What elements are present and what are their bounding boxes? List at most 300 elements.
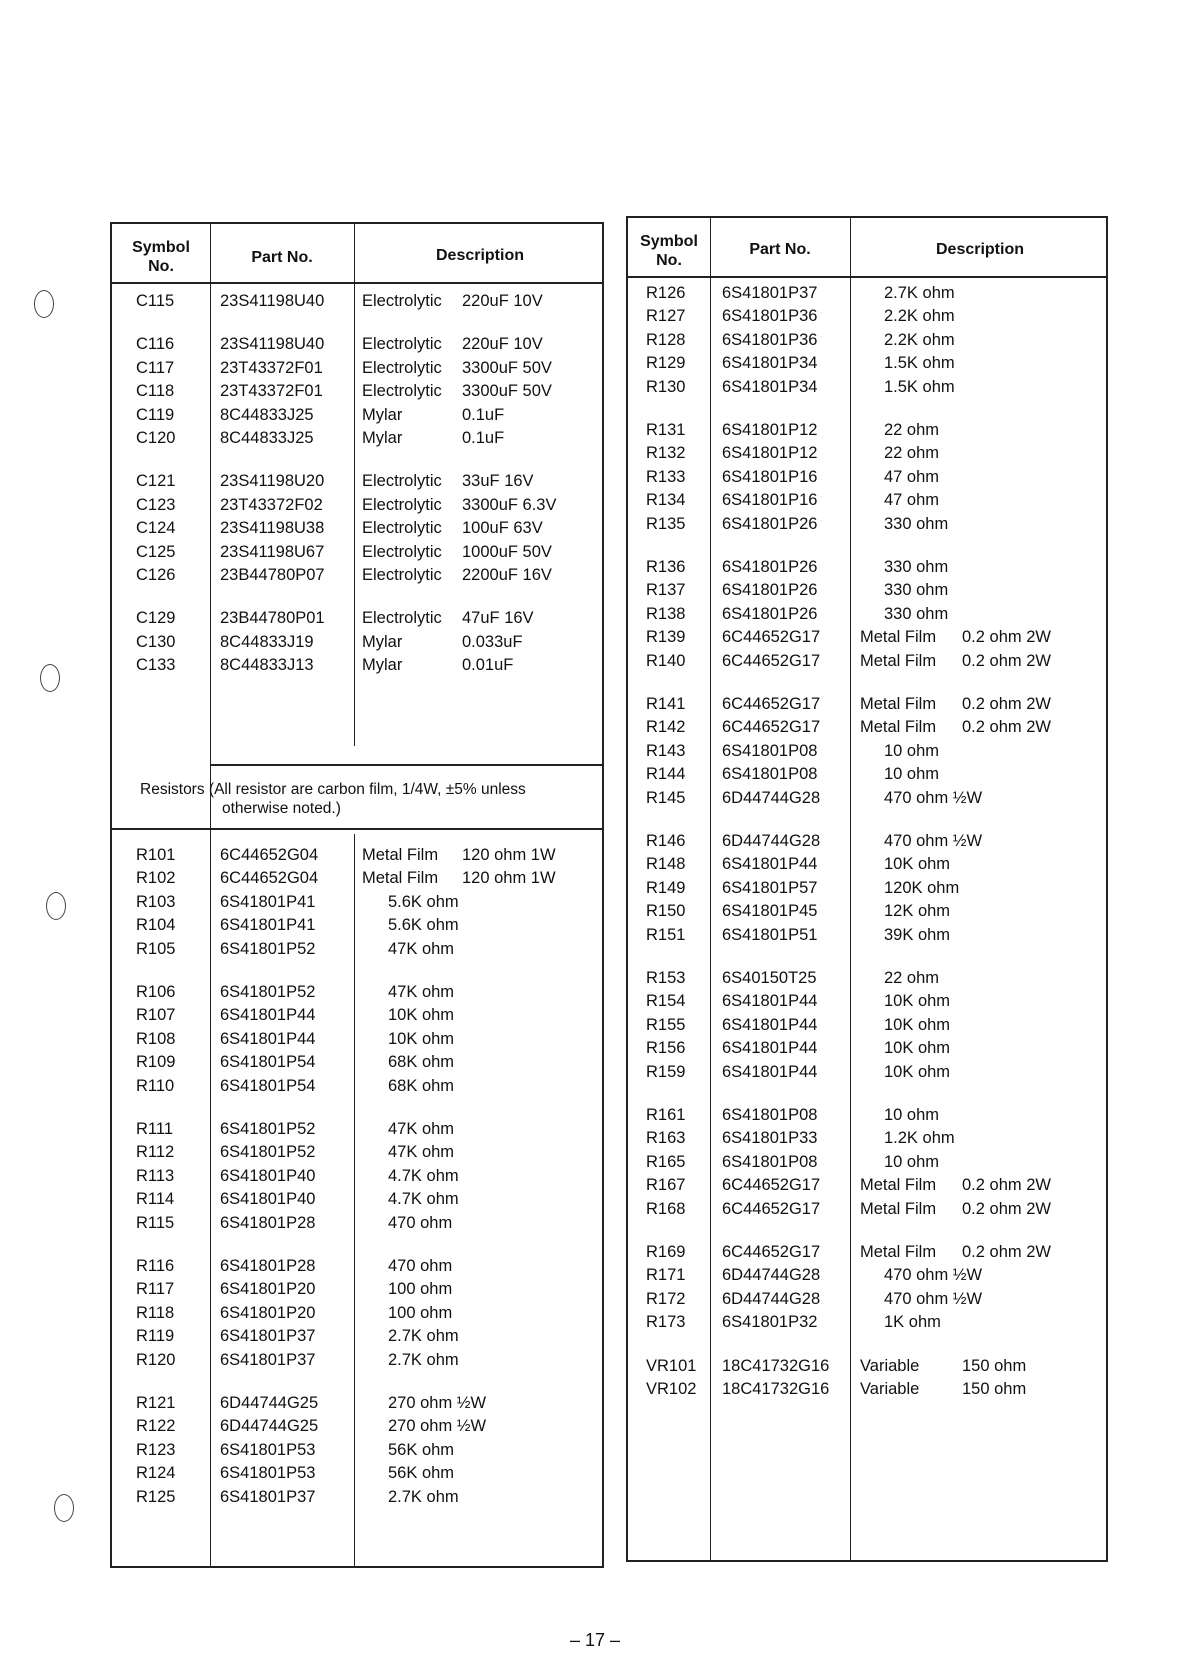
table-row (112, 1278, 602, 1300)
value-cell: 470 ohm ½W (884, 788, 983, 807)
part-no-cell: 23S41198U40 (220, 292, 325, 310)
part-no-cell: 6S41801P41 (220, 892, 316, 911)
table-row (628, 1241, 1106, 1263)
symbol-cell: R113 (136, 1166, 175, 1185)
symbol-cell: R106 (136, 983, 176, 1001)
table-row (628, 740, 1106, 762)
part-no-cell: 6S41801P44 (220, 1029, 316, 1048)
value-cell: 470 ohm ½W (884, 832, 983, 850)
symbol-cell: R143 (646, 741, 686, 760)
symbol-cell: C119 (136, 405, 175, 424)
table-row (112, 1075, 602, 1097)
table-row (112, 333, 602, 355)
value-cell: 0.2 ohm 2W (962, 628, 1051, 647)
part-no-cell: 23S41198U67 (220, 542, 325, 561)
part-no-cell: 6D44744G25 (220, 1417, 319, 1436)
part-no-cell: 6S41801P20 (220, 1280, 316, 1299)
part-no-cell: 6C44652G17 (722, 628, 821, 647)
part-no-cell: 6S41801P51 (722, 925, 818, 944)
symbol-cell: R121 (136, 1394, 176, 1412)
symbol-cell: R122 (136, 1417, 176, 1436)
value-cell: 2.2K ohm (884, 307, 955, 326)
value-cell: 120 ohm 1W (462, 869, 556, 888)
symbol-cell: R111 (136, 1120, 173, 1138)
value-cell: 0.033uF (462, 632, 523, 651)
part-no-cell: 6S41801P57 (722, 878, 818, 897)
value-cell: 0.2 ohm 2W (962, 695, 1051, 713)
symbol-cell: R142 (646, 718, 686, 737)
part-no-cell: 6C44652G17 (722, 695, 821, 713)
symbol-cell: R168 (646, 1199, 686, 1218)
symbol-cell: R129 (646, 354, 686, 373)
table-row (628, 1378, 1106, 1400)
type-cell: Electrolytic (362, 542, 442, 561)
part-no-cell: 6S41801P33 (722, 1129, 818, 1148)
value-cell: 10K ohm (884, 992, 951, 1011)
part-no-cell: 6S41801P28 (220, 1213, 316, 1232)
symbol-cell: VR102 (646, 1380, 697, 1398)
symbol-cell: R169 (646, 1243, 686, 1261)
part-no-cell: 6S41801P20 (220, 1303, 316, 1322)
type-cell: Electrolytic (362, 609, 442, 628)
table-row (112, 867, 602, 889)
table-row (628, 1127, 1106, 1149)
part-no-cell: 6S41801P26 (722, 558, 818, 576)
value-cell: 47K ohm (388, 1120, 455, 1138)
part-no-cell: 23B44780P01 (220, 609, 325, 628)
value-cell: 10K ohm (388, 1006, 455, 1025)
value-cell: 4.7K ohm (388, 1190, 459, 1209)
table-row (628, 1198, 1106, 1220)
value-cell: 0.2 ohm 2W (962, 1199, 1051, 1218)
part-no-cell: 6S41801P37 (220, 1350, 316, 1369)
type-cell: Mylar (362, 429, 403, 447)
table-row (112, 654, 602, 676)
symbol-cell: R153 (646, 969, 686, 987)
value-cell: 10K ohm (884, 1039, 951, 1058)
part-no-cell: 18C41732G16 (722, 1380, 830, 1398)
header-part-no: Part No. (251, 249, 313, 266)
value-cell: 12K ohm (884, 902, 951, 921)
symbol-cell: R165 (646, 1152, 686, 1171)
type-cell: Variable (860, 1356, 920, 1375)
value-cell: 56K ohm (388, 1440, 455, 1459)
part-no-cell: 6S41801P40 (220, 1190, 316, 1209)
section-divider (112, 828, 602, 830)
table-row (628, 1014, 1106, 1036)
value-cell: 47uF 16V (462, 609, 534, 628)
symbol-cell: R124 (136, 1464, 176, 1483)
value-cell: 330 ohm (884, 581, 949, 600)
table-row (112, 1486, 602, 1508)
symbol-cell: R119 (136, 1327, 175, 1346)
part-no-cell: 6S41801P44 (722, 1015, 818, 1034)
value-cell: 2.7K ohm (388, 1350, 459, 1369)
table-row (628, 305, 1106, 327)
part-no-cell: 23B44780P07 (220, 566, 325, 584)
value-cell: 10K ohm (884, 1015, 951, 1034)
value-cell: 1.2K ohm (884, 1129, 955, 1148)
value-cell: 39K ohm (884, 925, 951, 944)
type-cell: Variable (860, 1380, 920, 1398)
value-cell: 330 ohm (884, 558, 949, 576)
type-cell: Mylar (362, 405, 403, 424)
value-cell: 3300uF 6.3V (462, 495, 557, 514)
type-cell: Electrolytic (362, 472, 442, 491)
table-row (628, 1264, 1106, 1286)
part-no-cell: 6C44652G04 (220, 846, 319, 864)
binder-hole (40, 664, 60, 692)
symbol-cell: C116 (136, 335, 175, 354)
value-cell: 330 ohm (884, 514, 949, 533)
value-cell: 3300uF 50V (462, 382, 552, 401)
symbol-cell: R118 (136, 1303, 175, 1322)
part-no-cell: 6S41801P44 (722, 992, 818, 1011)
symbol-cell: R149 (646, 878, 686, 897)
table-row (628, 763, 1106, 785)
value-cell: 10 ohm (884, 741, 940, 760)
table-row (628, 877, 1106, 899)
value-cell: 47K ohm (388, 1143, 455, 1162)
part-no-cell: 6S41801P36 (722, 307, 818, 326)
type-cell: Metal Film (860, 695, 937, 713)
symbol-cell: R136 (646, 558, 686, 576)
value-cell: 5.6K ohm (388, 916, 459, 935)
part-no-cell: 6S41801P53 (220, 1464, 316, 1483)
section-divider (210, 764, 602, 766)
table-row (628, 376, 1106, 398)
table-row (112, 891, 602, 913)
symbol-cell: R128 (646, 330, 686, 349)
part-no-cell: 23T43372F01 (220, 358, 323, 377)
part-no-cell: 6C44652G17 (722, 718, 821, 737)
part-no-cell: 6S41801P08 (722, 741, 818, 760)
part-no-cell: 6S41801P12 (722, 421, 818, 439)
symbol-cell: C117 (136, 358, 175, 377)
symbol-cell: R155 (646, 1015, 686, 1034)
table-row (112, 290, 602, 312)
type-cell: Electrolytic (362, 358, 442, 377)
value-cell: 47K ohm (388, 983, 455, 1001)
table-row (628, 1311, 1106, 1333)
value-cell: 1.5K ohm (884, 354, 955, 373)
symbol-cell: R138 (646, 604, 686, 623)
part-no-cell: 6D44744G28 (722, 788, 821, 807)
binder-hole (54, 1494, 74, 1522)
value-cell: 270 ohm ½W (388, 1394, 487, 1412)
symbol-cell: R172 (646, 1289, 686, 1308)
part-no-cell: 6S41801P36 (722, 330, 818, 349)
part-no-cell: 8C44833J25 (220, 405, 314, 424)
value-cell: 470 ohm ½W (884, 1289, 983, 1308)
part-no-cell: 6S41801P26 (722, 581, 818, 600)
table-row (112, 470, 602, 492)
symbol-cell: R163 (646, 1129, 686, 1148)
symbol-cell: R114 (136, 1190, 175, 1209)
symbol-cell: R167 (646, 1176, 686, 1195)
table-row (112, 1051, 602, 1073)
part-no-cell: 6S41801P54 (220, 1053, 316, 1072)
symbol-cell: C115 (136, 292, 175, 310)
table-row (112, 564, 602, 586)
symbol-cell: R101 (136, 846, 176, 864)
part-no-cell: 6S41801P45 (722, 902, 818, 921)
table-row (112, 1415, 602, 1437)
symbol-cell: R116 (136, 1257, 175, 1275)
table-row (628, 626, 1106, 648)
part-no-cell: 6D44744G25 (220, 1394, 319, 1412)
value-cell: 0.1uF (462, 429, 505, 447)
table-row (628, 900, 1106, 922)
part-no-cell: 6S41801P54 (220, 1076, 316, 1095)
value-cell: 2.7K ohm (884, 284, 955, 302)
symbol-cell: C133 (136, 656, 176, 675)
symbol-cell: R115 (136, 1213, 175, 1232)
value-cell: 68K ohm (388, 1053, 455, 1072)
part-no-cell: 6D44744G28 (722, 1266, 821, 1285)
table-row (112, 631, 602, 653)
part-no-cell: 6S41801P52 (220, 983, 316, 1001)
type-cell: Electrolytic (362, 382, 442, 401)
part-no-cell: 6S41801P12 (722, 444, 818, 463)
table-row (628, 329, 1106, 351)
symbol-cell: R126 (646, 284, 686, 302)
table-row (112, 938, 602, 960)
table-row (112, 1188, 602, 1210)
table-row (112, 844, 602, 866)
part-no-cell: 8C44833J25 (220, 429, 314, 447)
part-no-cell: 6S41801P16 (722, 467, 818, 486)
value-cell: 1000uF 50V (462, 542, 552, 561)
part-no-cell: 6S41801P44 (722, 1062, 818, 1081)
symbol-cell: R125 (136, 1487, 176, 1506)
value-cell: 22 ohm (884, 969, 940, 987)
symbol-cell: C124 (136, 519, 176, 538)
table-row (112, 1165, 602, 1187)
header-divider (628, 276, 1106, 278)
type-cell: Electrolytic (362, 335, 442, 354)
value-cell: 10K ohm (388, 1029, 455, 1048)
table-row (628, 693, 1106, 715)
part-no-cell: 6C44652G17 (722, 1199, 821, 1218)
symbol-cell: R154 (646, 992, 686, 1011)
table-row (628, 967, 1106, 989)
part-no-cell: 6S41801P08 (722, 1106, 818, 1124)
part-no-cell: 6S41801P26 (722, 514, 818, 533)
table-row (628, 352, 1106, 374)
type-cell: Metal Film (362, 869, 439, 888)
value-cell: 330 ohm (884, 604, 949, 623)
symbol-cell: R110 (136, 1076, 175, 1095)
part-no-cell: 6S41801P37 (220, 1487, 316, 1506)
value-cell: 270 ohm ½W (388, 1417, 487, 1436)
part-no-cell: 6S41801P37 (722, 284, 818, 302)
value-cell: 10 ohm (884, 765, 940, 784)
part-no-cell: 23S41198U38 (220, 519, 325, 538)
header-divider (112, 282, 602, 284)
table-row (112, 1462, 602, 1484)
value-cell: 5.6K ohm (388, 892, 459, 911)
symbol-cell: R150 (646, 902, 686, 921)
value-cell: 47 ohm (884, 491, 940, 510)
symbol-cell: R104 (136, 916, 176, 935)
type-cell: Metal Film (860, 1199, 937, 1218)
value-cell: 470 ohm ½W (884, 1266, 983, 1285)
header-symbol: Symbol No. (132, 239, 190, 275)
symbol-cell: R102 (136, 869, 176, 888)
value-cell: 10 ohm (884, 1106, 940, 1124)
table-row (628, 924, 1106, 946)
table-row (628, 1288, 1106, 1310)
value-cell: 10K ohm (884, 855, 951, 874)
table-row (112, 1212, 602, 1234)
type-cell: Electrolytic (362, 292, 442, 310)
table-row (112, 1302, 602, 1324)
value-cell: 10 ohm (884, 1152, 940, 1171)
value-cell: 10K ohm (884, 1062, 951, 1081)
table-row (628, 579, 1106, 601)
symbol-cell: VR101 (646, 1356, 697, 1375)
value-cell: 3300uF 50V (462, 358, 552, 377)
resistor-note (140, 780, 526, 818)
value-cell: 2.2K ohm (884, 330, 955, 349)
value-cell: 120K ohm (884, 878, 960, 897)
value-cell: 0.01uF (462, 656, 514, 675)
table-row (112, 1392, 602, 1414)
table-row (628, 1151, 1106, 1173)
symbol-cell: R130 (646, 377, 686, 396)
symbol-cell: R123 (136, 1440, 176, 1459)
symbol-cell: R151 (646, 925, 686, 944)
part-no-cell: 6S41801P52 (220, 1143, 316, 1162)
value-cell: 33uF 16V (462, 472, 534, 491)
part-no-cell: 6S41801P26 (722, 604, 818, 623)
symbol-cell: R105 (136, 939, 176, 958)
part-no-cell: 6S41801P32 (722, 1313, 818, 1332)
part-no-cell: 6D44744G28 (722, 1289, 821, 1308)
table-row (112, 1349, 602, 1371)
table-row (112, 427, 602, 449)
symbol-cell: C130 (136, 632, 176, 651)
value-cell: 100 ohm (388, 1303, 453, 1322)
table-row (628, 282, 1106, 304)
table-row (628, 513, 1106, 535)
value-cell: 150 ohm (962, 1380, 1027, 1398)
right-parts-table (626, 216, 1108, 1562)
symbol-cell: R161 (646, 1106, 686, 1124)
symbol-cell: R133 (646, 467, 686, 486)
part-no-cell: 6S41801P53 (220, 1440, 316, 1459)
part-no-cell: 6S41801P44 (220, 1006, 316, 1025)
binder-hole (46, 892, 66, 920)
part-no-cell: 6S41801P52 (220, 1120, 316, 1138)
part-no-cell: 6S41801P08 (722, 765, 818, 784)
symbol-cell: R131 (646, 421, 686, 439)
table-row (112, 607, 602, 629)
symbol-cell: C129 (136, 609, 176, 628)
symbol-cell: C123 (136, 495, 176, 514)
value-cell: 100uF 63V (462, 519, 543, 538)
table-row (112, 1004, 602, 1026)
table-row (628, 650, 1106, 672)
type-cell: Metal Film (860, 1243, 937, 1261)
symbol-cell: R117 (136, 1280, 175, 1299)
part-no-cell: 6S41801P52 (220, 939, 316, 958)
symbol-cell: C126 (136, 566, 176, 584)
part-no-cell: 6D44744G28 (722, 832, 821, 850)
symbol-cell: R135 (646, 514, 686, 533)
table-row (112, 541, 602, 563)
symbol-cell: R139 (646, 628, 686, 647)
table-row (628, 419, 1106, 441)
table-row (112, 1439, 602, 1461)
type-cell: Mylar (362, 632, 403, 651)
value-cell: 0.1uF (462, 405, 505, 424)
type-cell: Metal Film (860, 1176, 937, 1195)
part-no-cell: 6C44652G17 (722, 651, 821, 670)
symbol-cell: R107 (136, 1006, 176, 1025)
symbol-cell: R159 (646, 1062, 686, 1081)
part-no-cell: 6S41801P34 (722, 377, 818, 396)
part-no-cell: 6S41801P44 (722, 1039, 818, 1058)
resistor-note-line1: Resistors (All resistor are carbon film, 1/4W, ±5% unless (140, 781, 526, 798)
table-row (628, 556, 1106, 578)
symbol-cell: C125 (136, 542, 176, 561)
part-no-cell: 6C44652G17 (722, 1243, 821, 1261)
part-no-cell: 23T43372F02 (220, 495, 323, 514)
symbol-cell: R144 (646, 765, 686, 784)
symbol-cell: C120 (136, 429, 176, 447)
table-row (112, 404, 602, 426)
type-cell: Metal Film (860, 651, 937, 670)
table-row (112, 1118, 602, 1140)
type-cell: Electrolytic (362, 495, 442, 514)
symbol-cell: R140 (646, 651, 686, 670)
symbol-cell: R109 (136, 1053, 176, 1072)
table-row (112, 380, 602, 402)
table-row (112, 1141, 602, 1163)
part-no-cell: 6S41801P08 (722, 1152, 818, 1171)
value-cell: 2.7K ohm (388, 1487, 459, 1506)
table-row (628, 716, 1106, 738)
header-symbol: Symbol No. (640, 233, 698, 269)
symbol-cell: R156 (646, 1039, 686, 1058)
binder-hole (34, 290, 54, 318)
page-number: – 17 – (569, 1630, 621, 1650)
part-no-cell: 6S41801P40 (220, 1166, 316, 1185)
symbol-cell: R173 (646, 1313, 686, 1332)
value-cell: 4.7K ohm (388, 1166, 459, 1185)
symbol-cell: R127 (646, 307, 686, 326)
value-cell: 0.2 ohm 2W (962, 1176, 1051, 1195)
part-no-cell: 23T43372F01 (220, 382, 323, 401)
symbol-cell: R137 (646, 581, 686, 600)
value-cell: 2200uF 16V (462, 566, 552, 584)
table-row (112, 1325, 602, 1347)
part-no-cell: 6S41801P28 (220, 1257, 316, 1275)
header-description: Description (935, 241, 1024, 258)
value-cell: 47K ohm (388, 939, 455, 958)
symbol-cell: R120 (136, 1350, 176, 1369)
value-cell: 47 ohm (884, 467, 940, 486)
symbol-cell: R141 (646, 695, 686, 713)
part-no-cell: 6S41801P16 (722, 491, 818, 510)
type-cell: Electrolytic (362, 566, 442, 584)
table-row (112, 494, 602, 516)
type-cell: Metal Film (362, 846, 439, 864)
table-row (628, 1104, 1106, 1126)
table-row (112, 1255, 602, 1277)
